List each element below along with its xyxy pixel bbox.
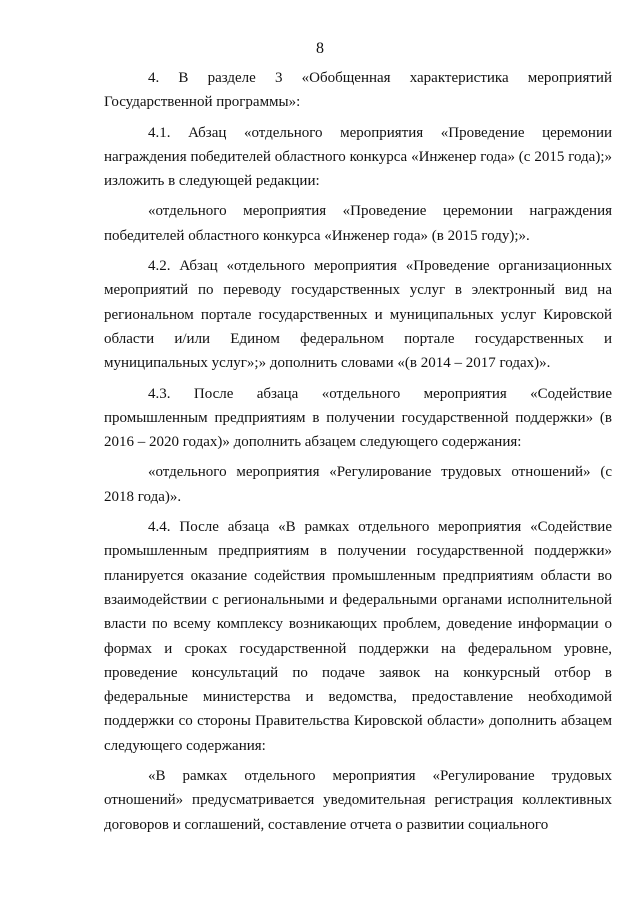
page-number: 8 — [316, 40, 324, 57]
paragraph-4-2: 4.2. Абзац «отдельного мероприятия «Проведение организационных мероприятий по переводу государственных услуг в электронный вид на региональном портале государственных и муниципальных услуг Кировской области и/или Едином федеральном портале государственных и муниципальных услуг»;» дополнить словами «(в 2014 – 2017 годах)». — [104, 258, 612, 372]
paragraph-4-4: 4.4. После абзаца «В рамках отдельного мероприятия «Содействие промышленным предприятиям в получении государственной поддержки» планируется оказание содействия промышленным предприятиям области во взаимодействии с региональными и федеральными органами исполнительной власти по всему комплексу возникающих проблем, доведение информации о формах и сроках государственной поддержки на федеральном уровне, проведение консультаций по подаче заявок на конкурсный отбор в федеральные министерства и ведомства, предоставление необходимой поддержки со стороны Правительства Кировской области» дополнить абзацем следующего содержания: — [104, 519, 612, 754]
paragraph-section-4: 4. В разделе 3 «Обобщенная характеристика мероприятий Государственной программы»: — [104, 70, 612, 111]
paragraph-4-3-new-text: «отдельного мероприятия «Регулирование трудовых отношений» (с 2018 года)». — [104, 464, 612, 505]
paragraph-4-1: 4.1. Абзац «отдельного мероприятия «Проведение церемонии награждения победителей областного конкурса «Инженер года» (с 2015 года);» изложить в следующей редакции: — [104, 124, 612, 190]
paragraph-4-1-new-text: «отдельного мероприятия «Проведение церемонии награждения победителей областного конкурса «Инженер года» (в 2015 году);». — [104, 203, 612, 244]
paragraph-4-3: 4.3. После абзаца «отдельного мероприятия «Содействие промышленным предприятиям в получении государственной поддержки» (в 2016 – 2020 годах)» дополнить абзацем следующего содержания: — [104, 385, 612, 451]
paragraph-4-4-new-text: «В рамках отдельного мероприятия «Регулирование трудовых отношений» предусматривается уведомительная регистрация коллективных договоров и соглашений, составление отчета о развитии социального — [104, 768, 612, 833]
document-body — [104, 66, 612, 843]
